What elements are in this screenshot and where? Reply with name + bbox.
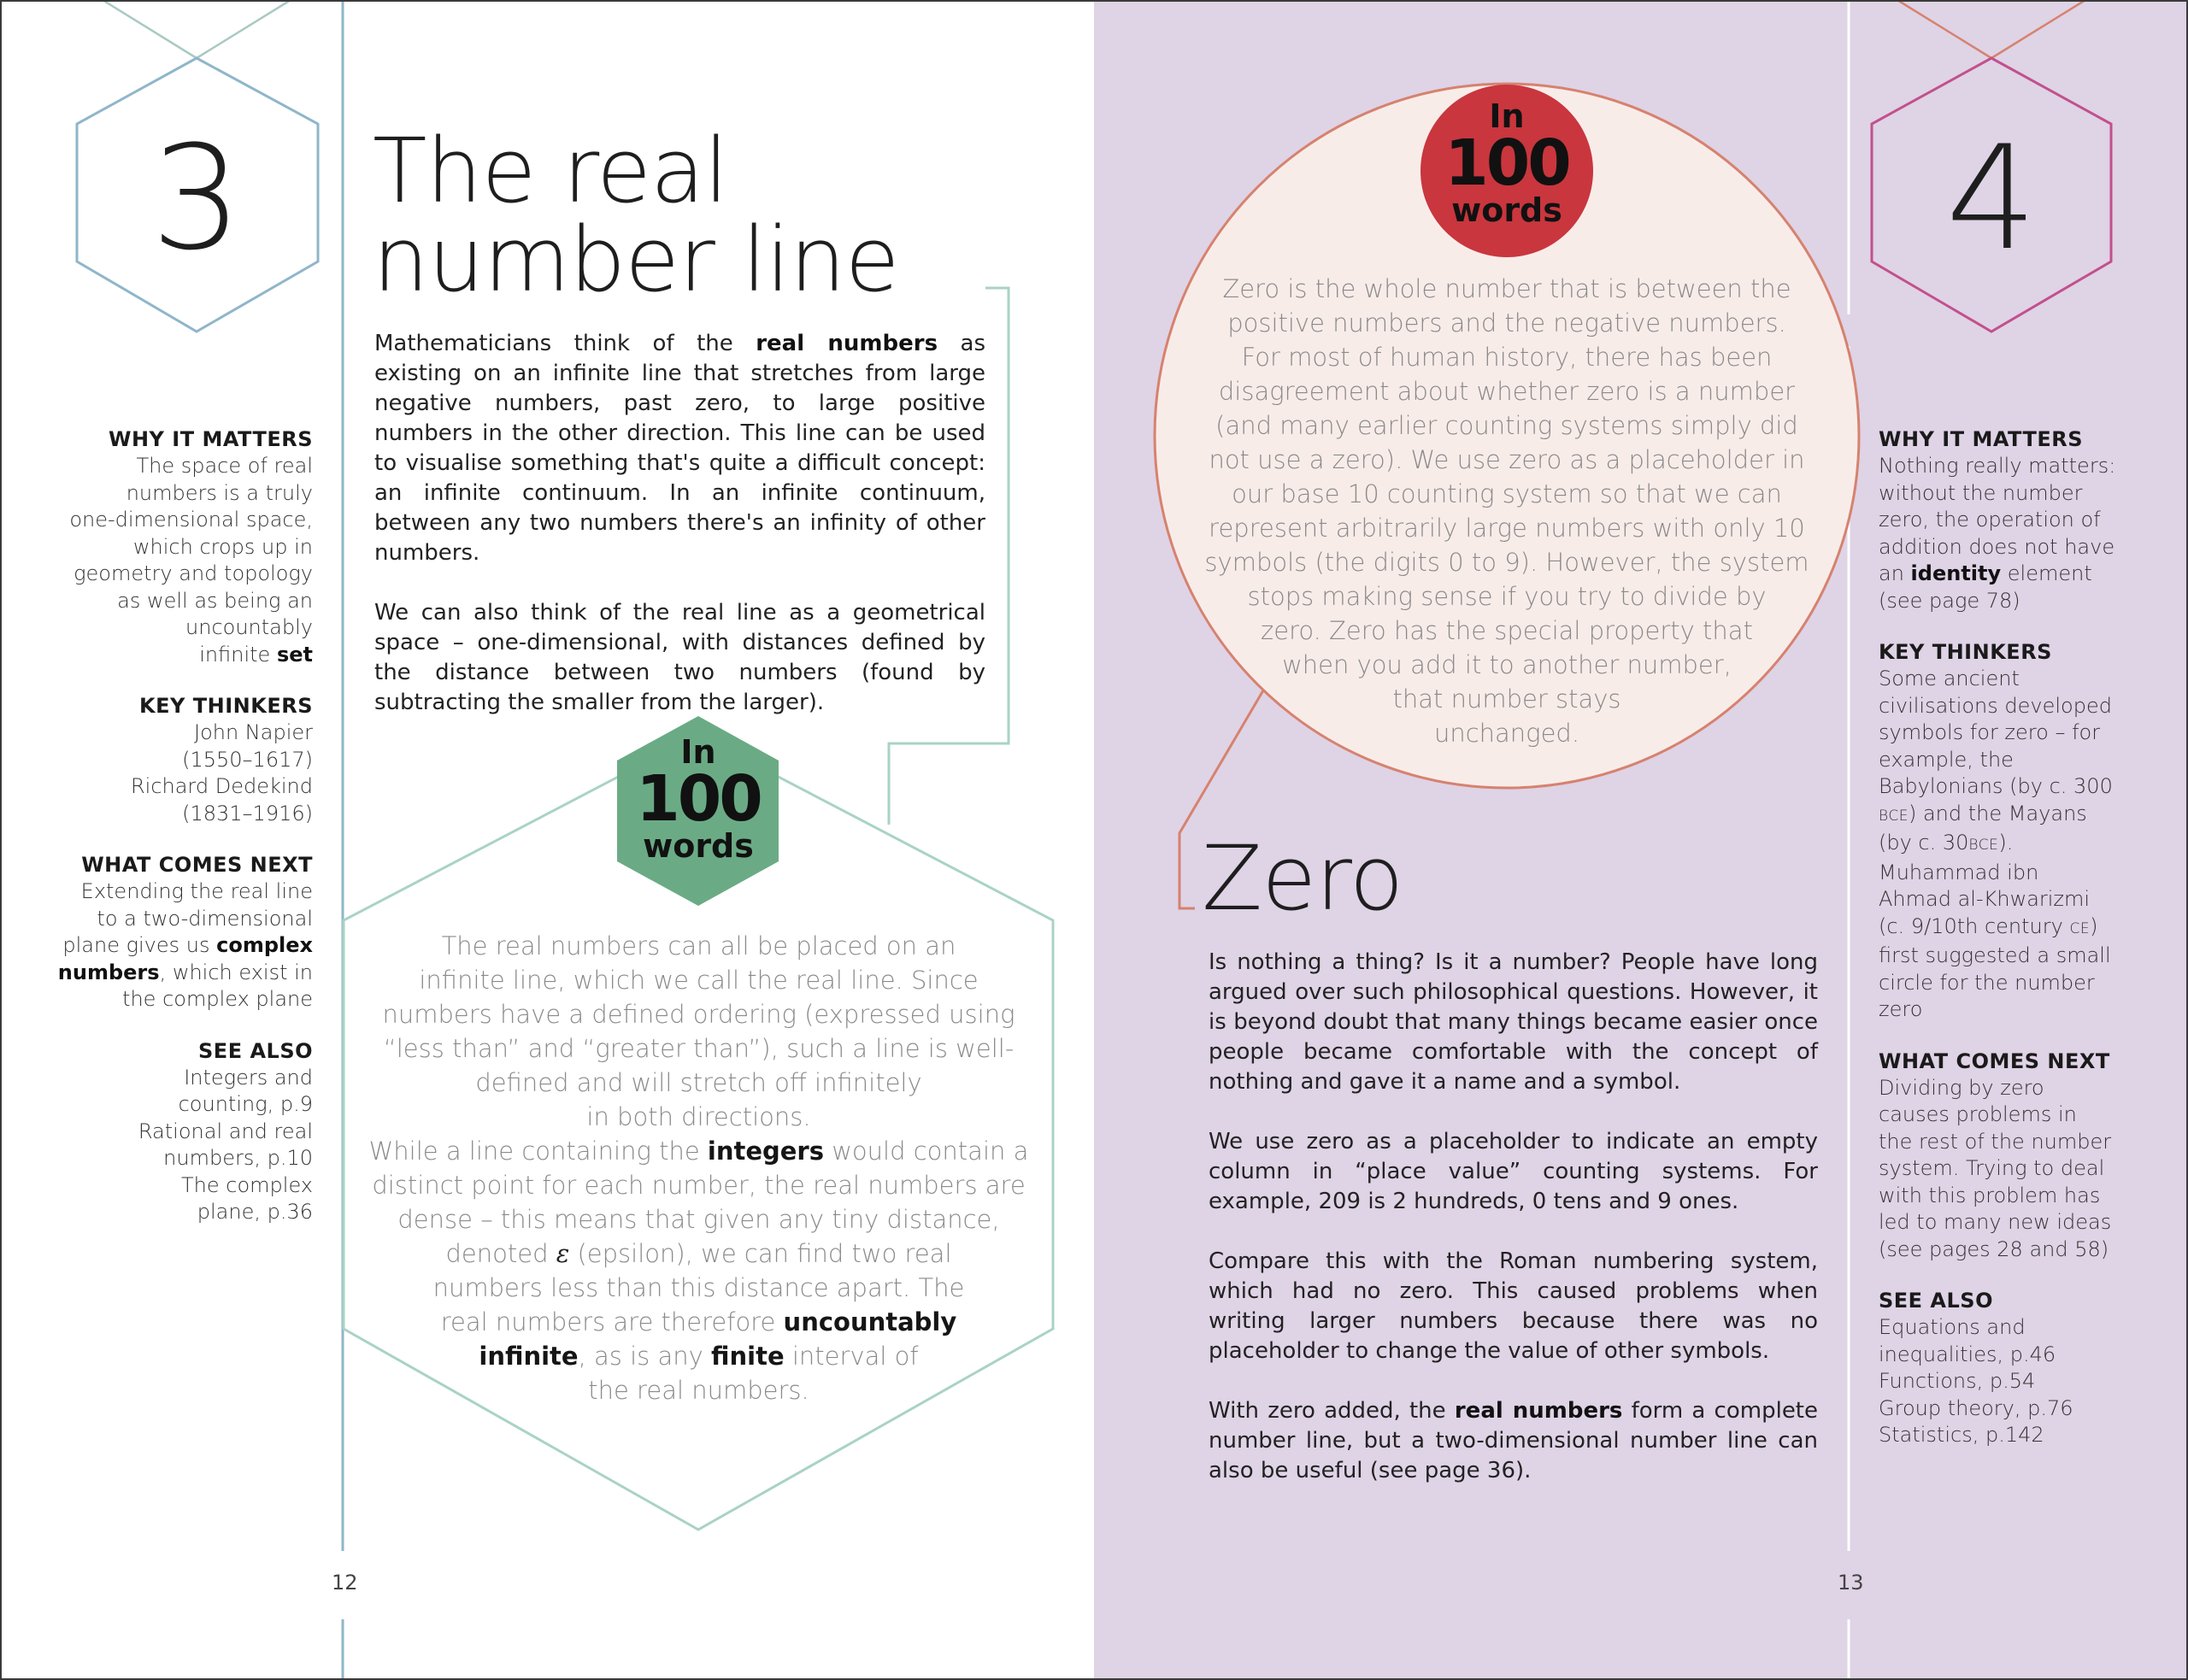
see-also-link[interactable]: Integers and: [184, 1065, 313, 1090]
badge-in-label: In: [1489, 97, 1525, 135]
badge-words-label: words: [1451, 191, 1562, 229]
see-also-link[interactable]: counting, p.9: [178, 1092, 313, 1116]
left-body-paragraph-2: We can also think of the real line as a geometrical space – one-dimensional, with distances defined by the distance between two numbers (found by subtracting the smaller from the larger).: [374, 600, 985, 715]
right-see-also-text: [1879, 1314, 2135, 1449]
right-title: Zero: [1202, 826, 1403, 931]
left-title: [373, 119, 899, 312]
right-sidebar: [1879, 427, 2135, 1475]
right-page-number: 13: [1838, 1571, 1864, 1595]
chapter-number-4: 4: [1945, 115, 2038, 282]
left-next-heading: WHAT COMES NEXT: [81, 853, 313, 877]
right-body-paragraph-4: With zero added, the real numbers form a complete number line, but a two-dimensional number line can also be useful (see page 36).: [1209, 1398, 1819, 1483]
left-thinkers-heading: KEY THINKERS: [139, 694, 313, 718]
right-next-text: Dividing by zero causes problems in the rest of the number system. Trying to deal with this problem has led to many new ideas (see pages 28 and 58): [1879, 1075, 2112, 1261]
right-summary-text: Zero is the whole number that is between the positive numbers and the negative numbers. For most of human history, there has been disagreement about whether zero is a number (and many earlier counting systems simply did not use a zero). We use zero as a placeholder in our base 10 counting system so that we can represent arbitrarily large numbers with only 10 symbols (the digits 0 to 9). However, the system stops making sense if you try to divide by zero. Zero has the special property that when you add it to another number, that number stays unchanged.: [1204, 274, 1809, 748]
right-body-paragraph-2: We use zero as a placeholder to indicate an empty column in “place value” counting systems. For example, 209 is 2 hundreds, 0 tens and 9 ones.: [1209, 1129, 1818, 1214]
left-why-heading: WHY IT MATTERS: [109, 427, 313, 451]
badge-words-label: words: [643, 827, 754, 865]
left-top-cross-b: [197, 0, 291, 58]
green-in-100-words-badge: [617, 735, 779, 863]
see-also-link[interactable]: Statistics, p.142: [1879, 1423, 2044, 1447]
left-body-paragraph-1: Mathematicians think of the real numbers as existing on an infinite line that stretches from large negative numbers, past zero, to large positive numbers in the other direction. This line can be used to visualise something that's quite a difficult concept: an infinite continuum. In an infinite continuum, between any two numbers there's an infinity of other numbers.: [374, 331, 985, 566]
right-why-heading: WHY IT MATTERS: [1879, 427, 2083, 451]
right-why-text: Nothing really matters: without the number zero, the operation of addition does not have an identity element (see page 78): [1879, 454, 2116, 613]
left-top-cross-a: [103, 0, 197, 58]
right-body-text: [1209, 948, 1818, 1516]
badge-in-label: In: [680, 733, 716, 771]
left-sidebar: [51, 427, 313, 1252]
see-also-link[interactable]: plane, p.36: [197, 1200, 313, 1224]
see-also-link[interactable]: Group theory, p.76: [1879, 1395, 2073, 1420]
left-page-number: 12: [332, 1571, 358, 1595]
see-also-link[interactable]: Equations and: [1879, 1315, 2026, 1339]
left-see-also-heading: SEE ALSO: [198, 1038, 313, 1063]
right-thinkers-heading: KEY THINKERS: [1879, 640, 2052, 664]
see-also-link[interactable]: numbers, p.10: [163, 1146, 313, 1170]
right-thinkers-text: Some ancient civilisations developed symbols for zero – for example, the Babylonians (by c. 300 BCE) and the Mayans (by c. 30BCE). Muhammad ibn Ahmad al-Khwarizmi (c. 9/10th century CE) first suggested a small circle for the number zero: [1879, 667, 2113, 1021]
right-body-paragraph-1: Is nothing a thing? Is it a number? People have long argued over such philosophical questions. However, it is beyond doubt that many things became easier once people became comfortable with the concept of nothing and gave it a name and a symbol.: [1209, 949, 1818, 1095]
left-title-line2: number line: [373, 208, 899, 312]
left-body-text: [374, 329, 985, 748]
left-see-also-text: [51, 1065, 313, 1226]
left-summary-text: The real numbers can all be placed on an infinite line, which we call the real line. Since numbers have a defined ordering (expressed using “less than” and “greater than”), such a line is well- defined and will stretch off infinitely in both directions. While a line containing the integers would contain a distinct point for each number, the real numbers are dense – this means that given any tiny distance, denoted ε (epsilon), we can find two real numbers less than this distance apart. The real numbers are therefore uncountably infinite, as is any finite interval of the real numbers.: [368, 931, 1029, 1405]
see-also-link[interactable]: Functions, p.54: [1879, 1369, 2036, 1393]
right-top-cross-b: [1991, 0, 2085, 58]
left-thinkers-text: John Napier (1550–1617) Richard Dedekind (1831–1916): [130, 720, 313, 825]
left-next-text: Extending the real line to a two-dimensional plane gives us complex numbers, which exist in the complex plane: [57, 879, 313, 1011]
right-body-paragraph-3: Compare this with the Roman numbering system, which had no zero. This caused problems when writing larger numbers because there was no placeholder to change the value of other symbols.: [1209, 1248, 1818, 1364]
see-also-link[interactable]: inequalities, p.46: [1879, 1342, 2056, 1366]
left-title-line1: The real: [373, 119, 728, 223]
see-also-link[interactable]: The complex: [181, 1172, 313, 1197]
red-in-100-words-badge: [1421, 99, 1592, 227]
left-why-text: The space of real numbers is a truly one-dimensional space, which crops up in geometry and topology as well as being an uncountably infinite set: [69, 454, 313, 667]
see-also-link[interactable]: Rational and real: [138, 1119, 313, 1143]
badge-100-label: 100: [1444, 126, 1569, 200]
right-see-also-heading: SEE ALSO: [1879, 1289, 1993, 1313]
badge-100-label: 100: [636, 762, 761, 836]
right-top-cross-a: [1897, 0, 1991, 58]
chapter-number-3: 3: [150, 115, 243, 282]
right-next-heading: WHAT COMES NEXT: [1879, 1049, 2110, 1073]
